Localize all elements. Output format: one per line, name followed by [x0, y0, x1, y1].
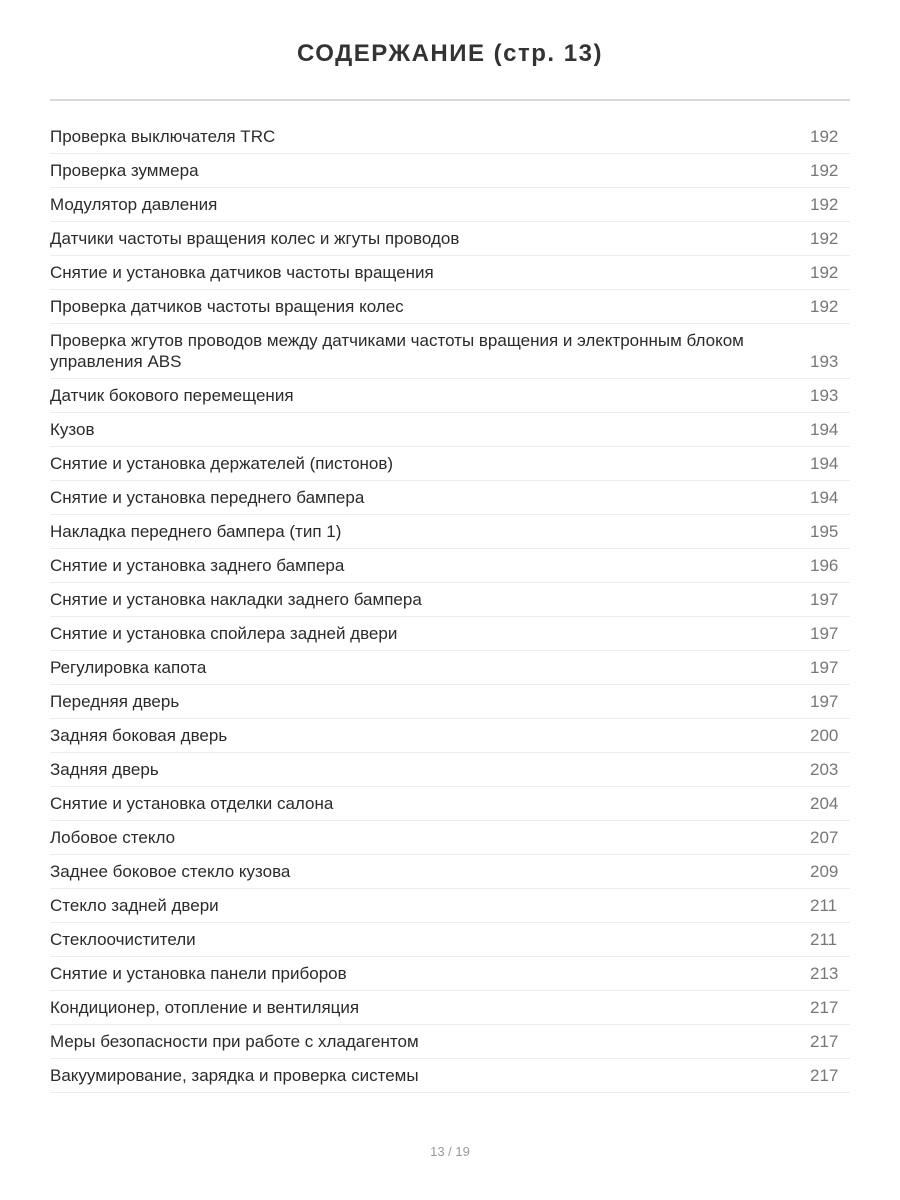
- toc-entry-page: 217: [810, 1066, 839, 1085]
- toc-entry-title: Проверка жгутов проводов между датчиками частоты вращения и электронным блоком управления ABS: [50, 331, 744, 371]
- toc-entry-title: Задняя боковая дверь: [50, 726, 228, 745]
- toc-row[interactable]: [50, 188, 850, 222]
- toc-row[interactable]: [50, 1059, 850, 1093]
- toc-entry-title: Вакуумирование, зарядка и проверка системы: [50, 1066, 419, 1085]
- toc-row[interactable]: [50, 753, 850, 787]
- toc-entry-title: Снятие и установка панели приборов: [50, 964, 347, 983]
- toc-row[interactable]: [50, 889, 850, 923]
- toc-row[interactable]: [50, 787, 850, 821]
- toc-entry-page: 197: [810, 692, 839, 711]
- toc-entry-title: Снятие и установка накладки заднего бампера: [50, 590, 422, 609]
- page-indicator: 13 / 19: [430, 1144, 470, 1159]
- toc-row[interactable]: [50, 515, 850, 549]
- toc-row[interactable]: [50, 324, 850, 379]
- toc-row[interactable]: [50, 617, 850, 651]
- toc-entry-title: Регулировка капота: [50, 658, 207, 677]
- toc-entry-page: 192: [810, 127, 839, 146]
- toc-entry-title: Снятие и установка спойлера задней двери: [50, 624, 398, 643]
- toc-entry-title: Передняя дверь: [50, 692, 180, 711]
- toc-entry-title: Датчик бокового перемещения: [50, 386, 294, 405]
- toc-entry-page: 203: [810, 760, 839, 779]
- page-title: СОДЕРЖАНИЕ (стр. 13): [297, 40, 603, 67]
- toc-entry-page: 197: [810, 658, 839, 677]
- toc-entry-page: 207: [810, 828, 839, 847]
- toc-row[interactable]: [50, 549, 850, 583]
- toc-entry-title: Датчики частоты вращения колес и жгуты проводов: [50, 229, 460, 248]
- toc-entry-page: 192: [810, 195, 839, 214]
- toc-row[interactable]: [50, 222, 850, 256]
- toc-entry-title: Проверка выключателя TRC: [50, 127, 276, 146]
- toc-entry-title: Снятие и установка датчиков частоты вращения: [50, 263, 434, 282]
- toc-entry-page: 197: [810, 624, 839, 643]
- toc-entry-title: Стеклоочистители: [50, 930, 196, 949]
- toc-entry-page: 196: [810, 556, 839, 575]
- toc-entry-title: Накладка переднего бампера (тип 1): [50, 522, 342, 541]
- toc-entry-title: Кондиционер, отопление и вентиляция: [50, 998, 360, 1017]
- toc-entry-title: Снятие и установка держателей (пистонов): [50, 454, 394, 473]
- toc-entry-title: Снятие и установка заднего бампера: [50, 556, 345, 575]
- toc-row[interactable]: [50, 413, 850, 447]
- toc-entry-page: 197: [810, 590, 839, 609]
- toc-entry-title: Проверка датчиков частоты вращения колес: [50, 297, 404, 316]
- toc-row[interactable]: [50, 447, 850, 481]
- toc-entry-title: Снятие и установка отделки салона: [50, 794, 334, 813]
- toc-row[interactable]: [50, 685, 850, 719]
- toc-row[interactable]: [50, 821, 850, 855]
- toc-row[interactable]: [50, 583, 850, 617]
- title-divider: [50, 99, 850, 101]
- toc-entry-title: Проверка зуммера: [50, 161, 199, 180]
- toc-entry-page: 200: [810, 726, 839, 745]
- toc-entry-title: Кузов: [50, 420, 95, 439]
- toc-row[interactable]: [50, 651, 850, 685]
- toc-entry-page: 213: [810, 964, 839, 983]
- toc-row[interactable]: [50, 719, 850, 753]
- toc-entry-page: 194: [810, 488, 839, 507]
- toc-row[interactable]: [50, 957, 850, 991]
- toc-row[interactable]: [50, 1025, 850, 1059]
- toc-entry-page: 217: [810, 998, 839, 1017]
- toc-entry-title: Стекло задней двери: [50, 896, 219, 915]
- toc-row[interactable]: [50, 481, 850, 515]
- toc-entry-title: Меры безопасности при работе с хладагентом: [50, 1032, 419, 1051]
- toc-row[interactable]: [50, 991, 850, 1025]
- toc-entry-page: 217: [810, 1032, 839, 1051]
- toc-row[interactable]: [50, 256, 850, 290]
- toc-entry-page: 192: [810, 229, 839, 248]
- toc-entry-title: Задняя дверь: [50, 760, 159, 779]
- toc-entry-page: 192: [810, 263, 839, 282]
- toc-entry-title: Лобовое стекло: [50, 828, 176, 847]
- toc-row[interactable]: [50, 154, 850, 188]
- toc-entry-page: 194: [810, 420, 839, 439]
- toc-entry-title: Заднее боковое стекло кузова: [50, 862, 291, 881]
- toc-row[interactable]: [50, 120, 850, 154]
- toc-entry-page: 192: [810, 297, 839, 316]
- toc-row[interactable]: [50, 855, 850, 889]
- toc-row[interactable]: [50, 379, 850, 413]
- toc-entry-page: 195: [810, 522, 839, 541]
- toc-entry-page: 194: [810, 454, 839, 473]
- toc-entry-page: 209: [810, 862, 839, 881]
- toc-entry-page: 193: [810, 386, 839, 405]
- toc-row[interactable]: [50, 290, 850, 324]
- toc-entry-title: Модулятор давления: [50, 195, 218, 214]
- toc-entry-page: 211: [810, 896, 838, 915]
- toc-entry-page: 192: [810, 161, 839, 180]
- toc-entry-page: 204: [810, 794, 839, 813]
- toc-entry-title: Снятие и установка переднего бампера: [50, 488, 365, 507]
- toc-entry-page: 193: [810, 352, 839, 371]
- toc-list: [50, 120, 850, 1093]
- toc-entry-page: 211: [810, 930, 838, 949]
- toc-row[interactable]: [50, 923, 850, 957]
